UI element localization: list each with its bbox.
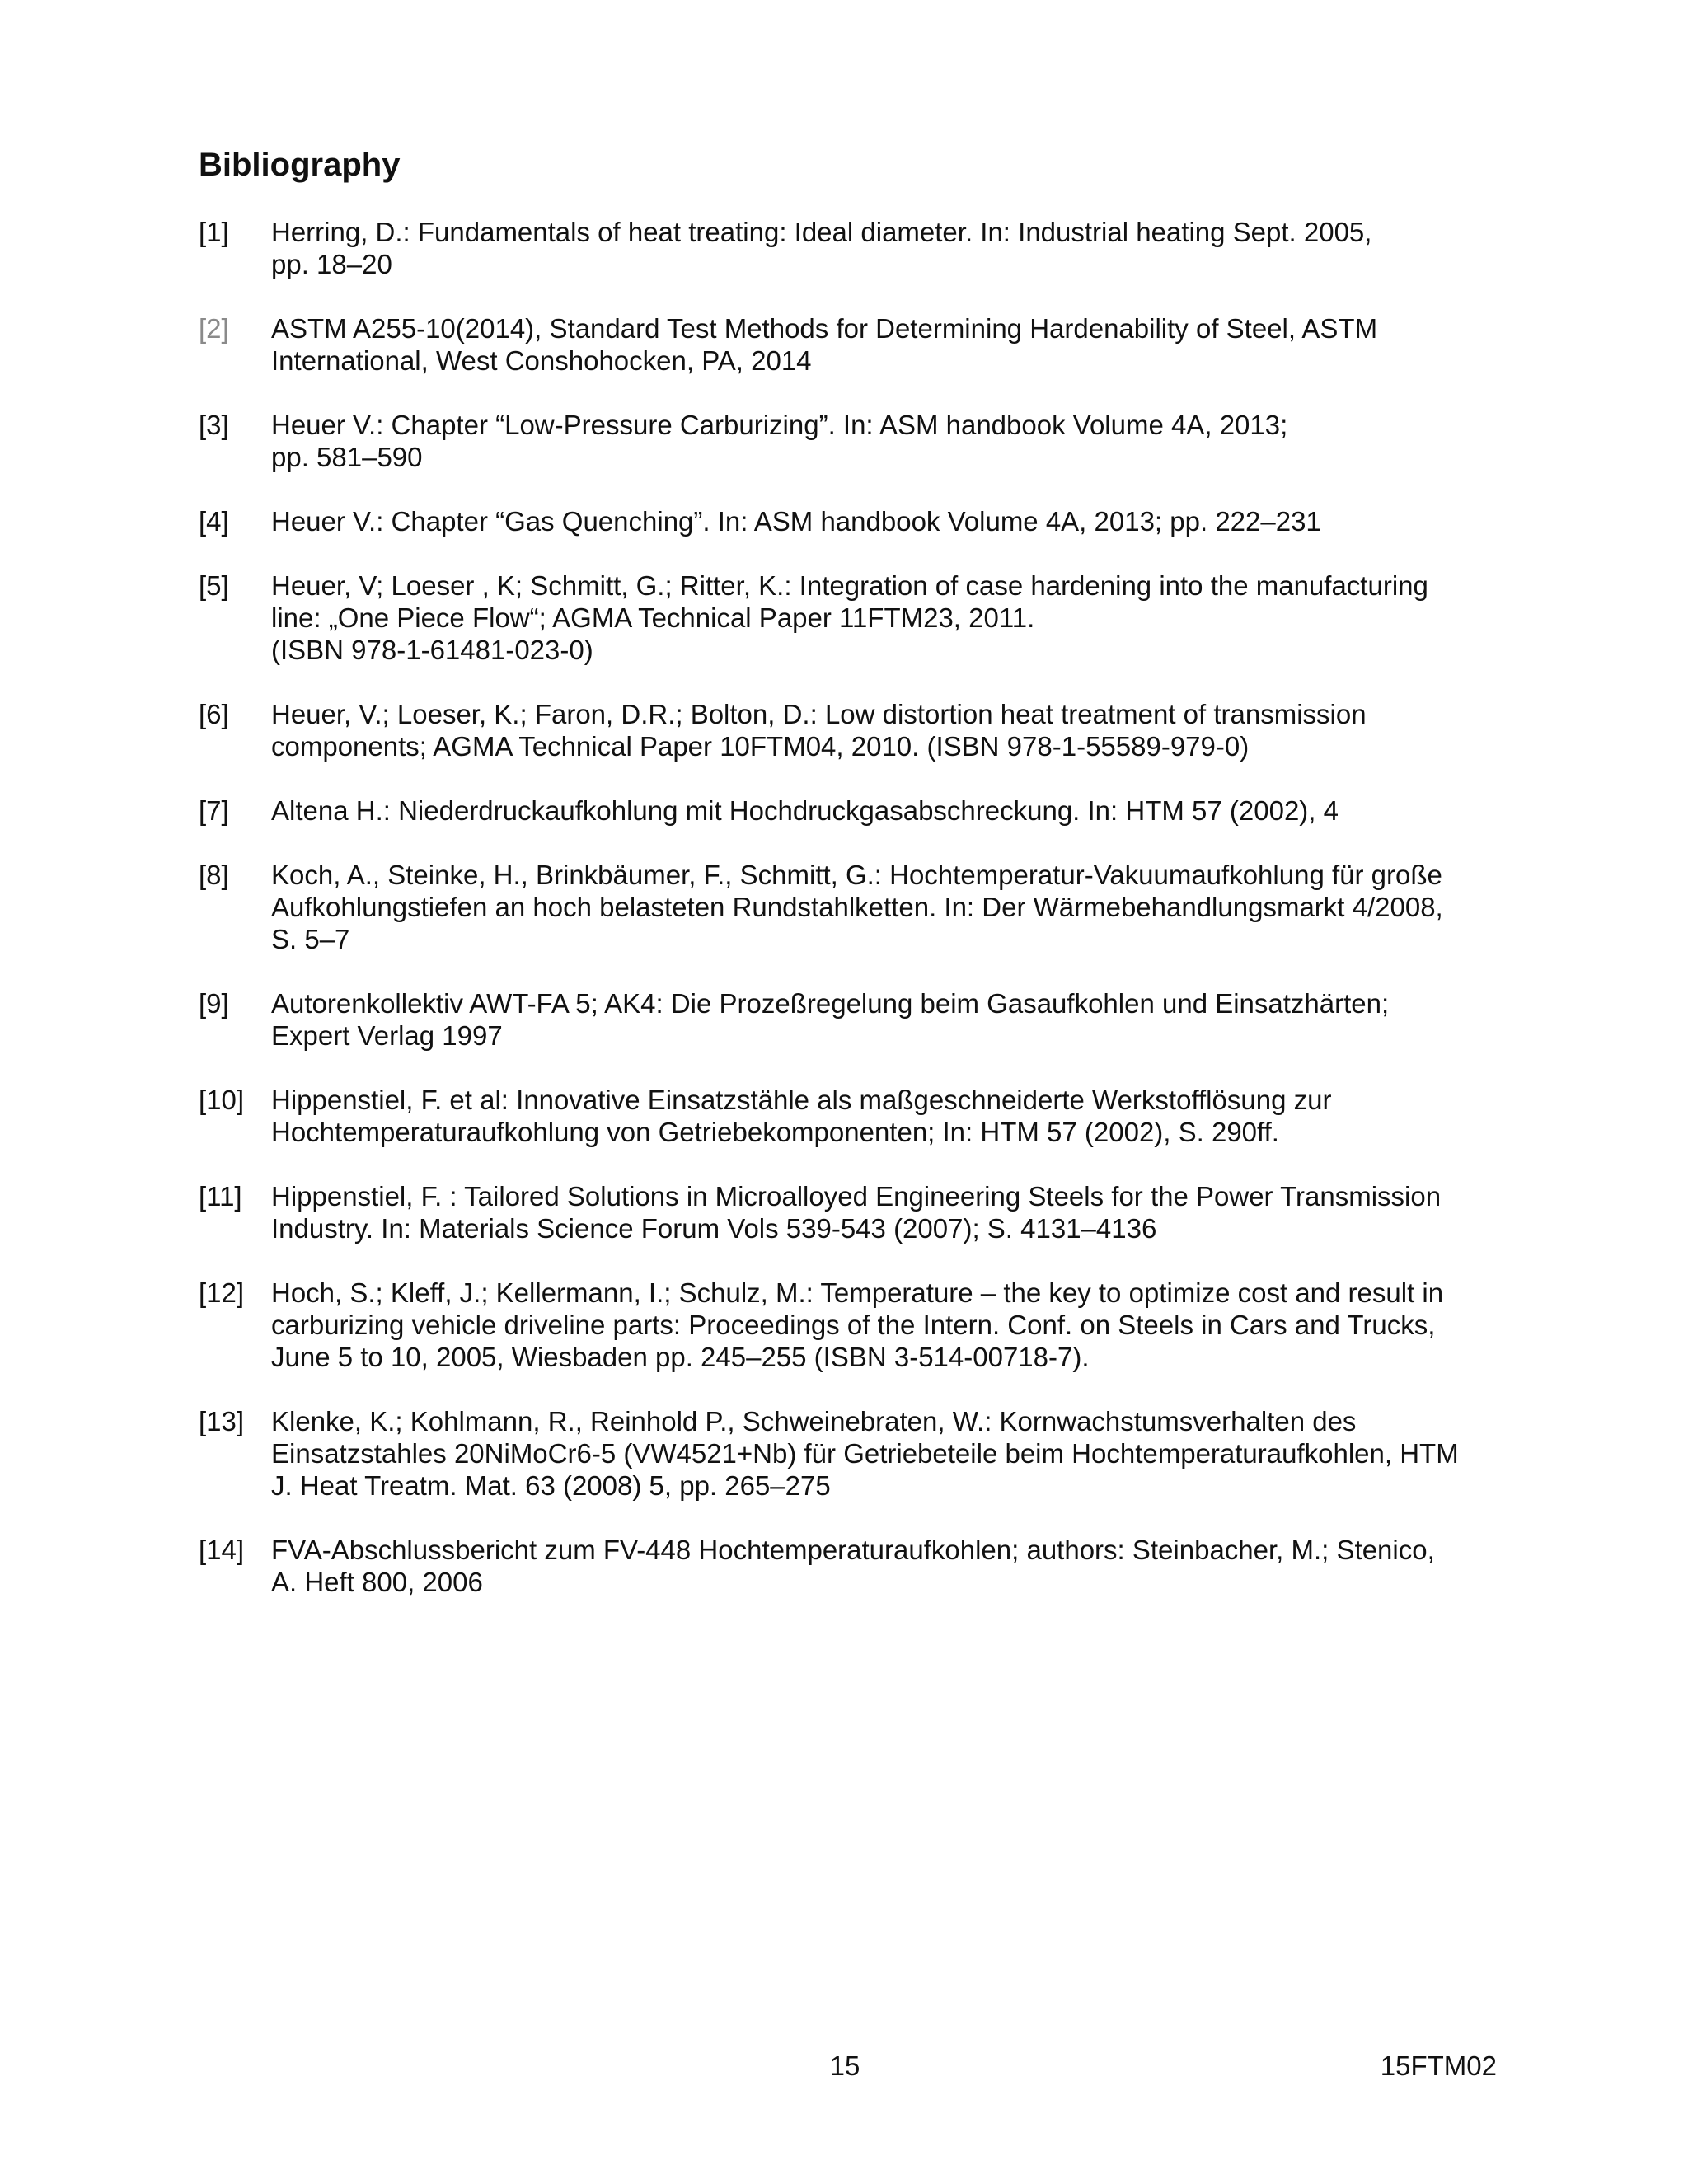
reference-text: Klenke, K.; Kohlmann, R., Reinhold P., Schweinebraten, W.: Kornwachstumsverhalten des Einsatzstahles 20NiMoCr6-5 (VW4521+Nb) für Getriebeteile beim Hochtemperaturaufkohlen, HTM J. Heat Treatm. Mat. 63 (2008) 5, pp. 265–275 <box>271 1406 1459 1501</box>
reference-number: [3] <box>199 410 229 440</box>
reference-item-2 <box>199 312 1517 377</box>
page-number: 15 <box>829 2050 860 2081</box>
reference-item-8 <box>199 859 1517 955</box>
reference-text: Hippenstiel, F. et al: Innovative Einsatzstähle als maßgeschneiderte Werkstofflösung zur Hochtemperaturaufkohlung von Getriebekomponenten; In: HTM 57 (2002), S. 290ff. <box>271 1085 1332 1147</box>
reference-text: Heuer, V; Loeser , K; Schmitt, G.; Ritter, K.: Integration of case hardening into the manufacturing line: „One Piece Flow“; AGMA Technical Paper 11FTM23, 2011. (ISBN 978-1-61481-023-0) <box>271 570 1428 665</box>
reference-text: Hippenstiel, F. : Tailored Solutions in Microalloyed Engineering Steels for the Power Transmission Industry. In: Materials Science Forum Vols 539-543 (2007); S. 4131–4136 <box>271 1181 1442 1244</box>
reference-item-12 <box>199 1277 1517 1373</box>
reference-number: [8] <box>199 860 229 890</box>
reference-number: [10] <box>199 1085 245 1115</box>
reference-item-1 <box>199 216 1517 280</box>
reference-number: [4] <box>199 506 229 537</box>
reference-number: [6] <box>199 699 229 729</box>
reference-number: [13] <box>199 1406 245 1436</box>
reference-text: FVA-Abschlussbericht zum FV-448 Hochtemperaturaufkohlen; authors: Steinbacher, M.; Stenico, A. Heft 800, 2006 <box>271 1535 1435 1597</box>
reference-text: Autorenkollektiv AWT-FA 5; AK4: Die Prozeßregelung beim Gasaufkohlen und Einsatzhärten; Expert Verlag 1997 <box>271 988 1390 1051</box>
reference-item-13 <box>199 1405 1517 1502</box>
reference-text: Altena H.: Niederdruckaufkohlung mit Hochdruckgasabschreckung. In: HTM 57 (2002), 4 <box>271 795 1339 826</box>
reference-item-9 <box>199 987 1517 1052</box>
bibliography-heading: Bibliography <box>199 147 401 183</box>
reference-item-5 <box>199 569 1517 666</box>
reference-item-11 <box>199 1180 1517 1244</box>
reference-text: Heuer, V.; Loeser, K.; Faron, D.R.; Bolton, D.: Low distortion heat treatment of transmission components; AGMA Technical Paper 10FTM04, 2010. (ISBN 978-1-55589-979-0) <box>271 699 1367 762</box>
reference-number: [2] <box>199 313 229 344</box>
reference-item-14 <box>199 1534 1517 1598</box>
reference-item-7 <box>199 794 1517 827</box>
reference-text: Heuer V.: Chapter “Gas Quenching”. In: ASM handbook Volume 4A, 2013; pp. 222–231 <box>271 506 1321 537</box>
reference-item-4 <box>199 505 1517 537</box>
reference-text: Heuer V.: Chapter “Low-Pressure Carburizing”. In: ASM handbook Volume 4A, 2013; pp. 581–590 <box>271 410 1288 472</box>
reference-item-6 <box>199 698 1517 762</box>
reference-item-3 <box>199 409 1517 473</box>
reference-item-10 <box>199 1084 1517 1148</box>
reference-number: [5] <box>199 570 229 601</box>
reference-number: [1] <box>199 217 229 247</box>
reference-list <box>199 216 1517 1630</box>
reference-number: [9] <box>199 988 229 1019</box>
reference-number: [11] <box>199 1181 242 1212</box>
reference-text: ASTM A255-10(2014), Standard Test Methods for Determining Hardenability of Steel, ASTM International, West Conshohocken, PA, 2014 <box>271 313 1378 376</box>
reference-number: [7] <box>199 795 229 826</box>
reference-number: [14] <box>199 1535 245 1565</box>
reference-text: Hoch, S.; Kleff, J.; Kellermann, I.; Schulz, M.: Temperature – the key to optimize cost and result in carburizing vehicle driveline parts: Proceedings of the Intern. Conf. on Steels in Cars and Trucks, June 5 to 10, 2005, Wiesbaden pp. 245–255 (ISBN 3-514-00718-7). <box>271 1277 1444 1372</box>
reference-text: Koch, A., Steinke, H., Brinkbäumer, F., Schmitt, G.: Hochtemperatur-Vakuumaufkohlung für große Aufkohlungstiefen an hoch belasteten Rundstahlketten. In: Der Wärmebehandlungsmarkt 4/2008, S. 5–7 <box>271 860 1443 954</box>
reference-text: Herring, D.: Fundamentals of heat treating: Ideal diameter. In: Industrial heating Sept. 2005, pp. 18–20 <box>271 217 1372 279</box>
reference-number: [12] <box>199 1277 245 1308</box>
paper-code: 15FTM02 <box>1380 2050 1497 2081</box>
